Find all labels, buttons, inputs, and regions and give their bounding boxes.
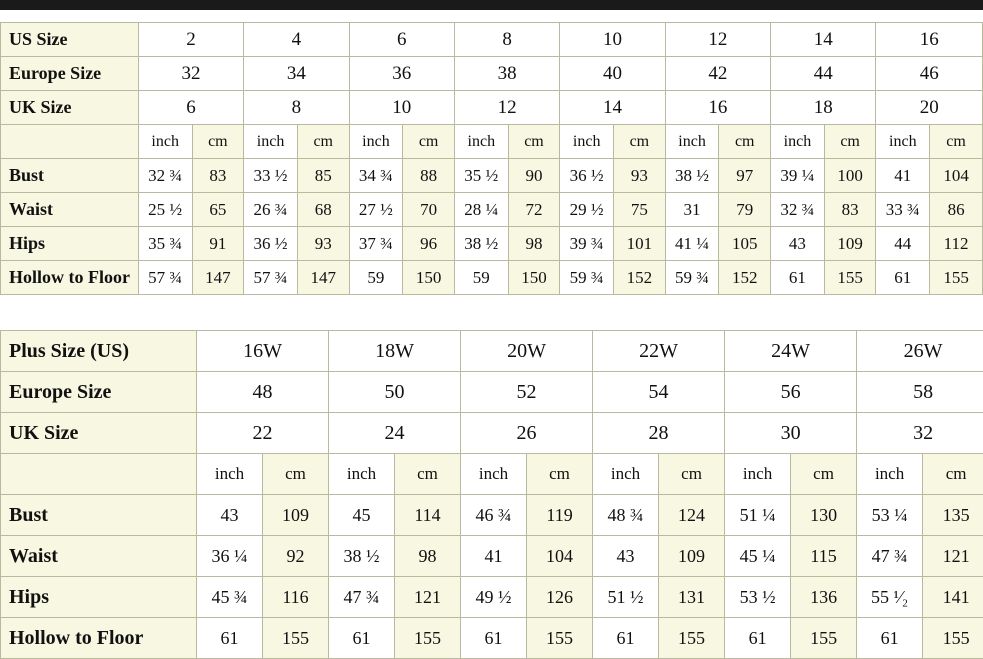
- plus-size-cell: 26W: [857, 331, 983, 372]
- measure-cell: 121: [395, 577, 461, 618]
- measure-cell: 41: [461, 536, 527, 577]
- measure-cell: 59 ¾: [665, 261, 719, 295]
- measure-cell: 130: [791, 495, 857, 536]
- measure-cell: 104: [930, 159, 983, 193]
- row-label-waist: Waist: [1, 536, 197, 577]
- uk-size-cell: 20: [876, 91, 983, 125]
- measure-cell: 105: [719, 227, 771, 261]
- europe-size-cell: 38: [454, 57, 559, 91]
- measure-cell: 28 ¼: [454, 193, 508, 227]
- unit-header-cm: cm: [824, 125, 876, 159]
- measure-cell: 155: [930, 261, 983, 295]
- uk-size-cell: 22: [197, 413, 329, 454]
- table-row-europe-size: [1, 57, 983, 91]
- unit-header-cm: cm: [719, 125, 771, 159]
- measure-cell: 29 ½: [560, 193, 614, 227]
- unit-header-cm: cm: [192, 125, 244, 159]
- us-size-cell: 16: [876, 23, 983, 57]
- uk-size-cell: 30: [725, 413, 857, 454]
- measure-cell: 26 ¾: [244, 193, 298, 227]
- table-row-units: [1, 125, 983, 159]
- table-row: [1, 227, 983, 261]
- unit-header-inch: inch: [244, 125, 298, 159]
- unit-header-cm: cm: [297, 125, 349, 159]
- measure-cell: 51 ¼: [725, 495, 791, 536]
- table-row-units: [1, 454, 983, 495]
- uk-size-cell: 12: [454, 91, 559, 125]
- measure-cell: 39 ¼: [771, 159, 825, 193]
- measure-cell: 116: [263, 577, 329, 618]
- unit-header-inch: inch: [454, 125, 508, 159]
- us-size-cell: 6: [349, 23, 454, 57]
- measure-cell: 85: [297, 159, 349, 193]
- measure-cell: 31: [665, 193, 719, 227]
- measure-cell: 43: [593, 536, 659, 577]
- table-row-us-size: [1, 23, 983, 57]
- measure-cell: 41 ¼: [665, 227, 719, 261]
- measure-cell: 33 ¾: [876, 193, 930, 227]
- measure-cell: 46 ¾: [461, 495, 527, 536]
- measure-cell: 59: [349, 261, 403, 295]
- measure-cell: 47 ¾: [857, 536, 923, 577]
- uk-size-cell: 16: [665, 91, 770, 125]
- measure-cell: 152: [719, 261, 771, 295]
- measure-cell: 39 ¾: [560, 227, 614, 261]
- measure-cell: 61: [593, 618, 659, 659]
- europe-size-cell: 52: [461, 372, 593, 413]
- measure-cell: 75: [614, 193, 666, 227]
- measure-cell: 97: [719, 159, 771, 193]
- measure-cell: 88: [403, 159, 455, 193]
- measure-cell: 53 ¼: [857, 495, 923, 536]
- measure-cell: 36 ¼: [197, 536, 263, 577]
- measure-cell: 45 ¾: [197, 577, 263, 618]
- unit-header-cm: cm: [263, 454, 329, 495]
- unit-header-inch: inch: [725, 454, 791, 495]
- measure-cell: 93: [614, 159, 666, 193]
- measure-cell: 131: [659, 577, 725, 618]
- row-label-us-size: US Size: [1, 23, 139, 57]
- measure-cell: 155: [923, 618, 983, 659]
- us-size-cell: 8: [454, 23, 559, 57]
- row-label-waist: Waist: [1, 193, 139, 227]
- us-size-cell: 12: [665, 23, 770, 57]
- uk-size-cell: 24: [329, 413, 461, 454]
- measure-cell: 65: [192, 193, 244, 227]
- measure-cell: 152: [614, 261, 666, 295]
- measure-cell: 45: [329, 495, 395, 536]
- unit-header-cm: cm: [791, 454, 857, 495]
- measure-cell: 59: [454, 261, 508, 295]
- measure-cell: 90: [508, 159, 560, 193]
- unit-header-inch: inch: [329, 454, 395, 495]
- measure-cell: 68: [297, 193, 349, 227]
- measure-cell: 83: [824, 193, 876, 227]
- measure-cell: 32 ¾: [771, 193, 825, 227]
- europe-size-cell: 50: [329, 372, 461, 413]
- table-row: [1, 536, 983, 577]
- europe-size-cell: 54: [593, 372, 725, 413]
- measure-cell: 136: [791, 577, 857, 618]
- measure-cell: 47 ¾: [329, 577, 395, 618]
- unit-header-cm: cm: [659, 454, 725, 495]
- measure-cell: 41: [876, 159, 930, 193]
- europe-size-cell: 44: [771, 57, 876, 91]
- unit-header-cm: cm: [930, 125, 983, 159]
- measure-cell: 70: [403, 193, 455, 227]
- measure-cell: 100: [824, 159, 876, 193]
- plus-size-cell: 20W: [461, 331, 593, 372]
- row-label-hips: Hips: [1, 227, 139, 261]
- measure-cell: 86: [930, 193, 983, 227]
- row-label-uk-size: UK Size: [1, 413, 197, 454]
- us-size-cell: 2: [138, 23, 243, 57]
- measure-cell: 92: [263, 536, 329, 577]
- plus-size-cell: 22W: [593, 331, 725, 372]
- measure-cell: 61: [461, 618, 527, 659]
- measure-cell: 101: [614, 227, 666, 261]
- row-label-bust: Bust: [1, 495, 197, 536]
- europe-size-cell: 42: [665, 57, 770, 91]
- unit-header-cm: cm: [395, 454, 461, 495]
- row-label-uk-size: UK Size: [1, 91, 139, 125]
- measure-cell: 44: [876, 227, 930, 261]
- measure-cell: 38 ½: [454, 227, 508, 261]
- uk-size-cell: 26: [461, 413, 593, 454]
- measure-cell: 98: [508, 227, 560, 261]
- measure-cell: 61: [197, 618, 263, 659]
- measure-cell: 57 ¾: [244, 261, 298, 295]
- unit-header-inch: inch: [560, 125, 614, 159]
- measure-cell: 135: [923, 495, 983, 536]
- europe-size-cell: 32: [138, 57, 243, 91]
- measure-cell: 49 ½: [461, 577, 527, 618]
- measure-cell: 155: [395, 618, 461, 659]
- measure-cell: 36 ½: [244, 227, 298, 261]
- measure-cell: 48 ¾: [593, 495, 659, 536]
- measure-cell: 72: [508, 193, 560, 227]
- measure-cell: 150: [403, 261, 455, 295]
- standard-size-table: [0, 22, 983, 295]
- unit-header-inch: inch: [665, 125, 719, 159]
- unit-header-cm: cm: [527, 454, 593, 495]
- measure-cell: 155: [659, 618, 725, 659]
- unit-header-cm: cm: [614, 125, 666, 159]
- uk-size-cell: 14: [560, 91, 665, 125]
- measure-cell: 96: [403, 227, 455, 261]
- unit-header-cm: cm: [508, 125, 560, 159]
- row-label-bust: Bust: [1, 159, 139, 193]
- uk-size-cell: 8: [244, 91, 349, 125]
- measure-cell: 25 ½: [138, 193, 192, 227]
- top-black-bar: [0, 0, 983, 10]
- measure-cell: 109: [263, 495, 329, 536]
- table-row-europe-size: [1, 372, 983, 413]
- measure-cell: 141: [923, 577, 983, 618]
- europe-size-cell: 40: [560, 57, 665, 91]
- measure-cell: 51 ½: [593, 577, 659, 618]
- us-size-cell: 10: [560, 23, 665, 57]
- measure-cell: 32 ¾: [138, 159, 192, 193]
- unit-header-inch: inch: [771, 125, 825, 159]
- plus-size-cell: 24W: [725, 331, 857, 372]
- unit-header-inch: inch: [876, 125, 930, 159]
- measure-cell: 34 ¾: [349, 159, 403, 193]
- plus-size-cell: 18W: [329, 331, 461, 372]
- plus-size-cell: 16W: [197, 331, 329, 372]
- us-size-cell: 14: [771, 23, 876, 57]
- measure-cell: 61: [857, 618, 923, 659]
- table-row-uk-size: [1, 413, 983, 454]
- units-row-empty-label: [1, 454, 197, 495]
- row-label-hips: Hips: [1, 577, 197, 618]
- measure-cell: 45 ¼: [725, 536, 791, 577]
- measure-cell: 155: [791, 618, 857, 659]
- measure-cell: 35 ½: [454, 159, 508, 193]
- unit-header-inch: inch: [138, 125, 192, 159]
- unit-header-inch: inch: [461, 454, 527, 495]
- table-row: [1, 159, 983, 193]
- europe-size-cell: 36: [349, 57, 454, 91]
- measure-cell: 36 ½: [560, 159, 614, 193]
- measure-cell: 121: [923, 536, 983, 577]
- uk-size-cell: 28: [593, 413, 725, 454]
- measure-cell: 147: [297, 261, 349, 295]
- measure-cell: 119: [527, 495, 593, 536]
- measure-cell: 155: [527, 618, 593, 659]
- measure-cell: 147: [192, 261, 244, 295]
- row-label-europe-size: Europe Size: [1, 57, 139, 91]
- measure-cell: 43: [197, 495, 263, 536]
- plus-size-table: [0, 330, 983, 659]
- uk-size-cell: 6: [138, 91, 243, 125]
- measure-cell: 91: [192, 227, 244, 261]
- measure-cell: 93: [297, 227, 349, 261]
- uk-size-cell: 32: [857, 413, 983, 454]
- table-row: [1, 577, 983, 618]
- measure-cell: 57 ¾: [138, 261, 192, 295]
- measure-cell: 61: [329, 618, 395, 659]
- europe-size-cell: 46: [876, 57, 983, 91]
- row-label-plus-size: Plus Size (US): [1, 331, 197, 372]
- measure-cell: 124: [659, 495, 725, 536]
- measure-cell: 61: [725, 618, 791, 659]
- measure-cell: 109: [824, 227, 876, 261]
- unit-header-inch: inch: [197, 454, 263, 495]
- uk-size-cell: 10: [349, 91, 454, 125]
- measure-cell: 155: [263, 618, 329, 659]
- measure-cell: 61: [771, 261, 825, 295]
- uk-size-cell: 18: [771, 91, 876, 125]
- unit-header-cm: cm: [403, 125, 455, 159]
- table-row-uk-size: [1, 91, 983, 125]
- measure-cell: 38 ½: [665, 159, 719, 193]
- unit-header-inch: inch: [349, 125, 403, 159]
- row-label-hollow-to-floor: Hollow to Floor: [1, 618, 197, 659]
- row-label-europe-size: Europe Size: [1, 372, 197, 413]
- measure-cell: 114: [395, 495, 461, 536]
- measure-cell: 79: [719, 193, 771, 227]
- measure-cell: 155: [824, 261, 876, 295]
- units-row-empty-label: [1, 125, 139, 159]
- europe-size-cell: 34: [244, 57, 349, 91]
- measure-cell: 109: [659, 536, 725, 577]
- measure-cell: 38 ½: [329, 536, 395, 577]
- unit-header-inch: inch: [593, 454, 659, 495]
- measure-cell: 112: [930, 227, 983, 261]
- measure-cell: 83: [192, 159, 244, 193]
- measure-cell: 126: [527, 577, 593, 618]
- measure-cell: 115: [791, 536, 857, 577]
- table-row: [1, 193, 983, 227]
- measure-cell: 98: [395, 536, 461, 577]
- table-row: [1, 495, 983, 536]
- measure-cell: 104: [527, 536, 593, 577]
- us-size-cell: 4: [244, 23, 349, 57]
- europe-size-cell: 58: [857, 372, 983, 413]
- measure-cell: 27 ½: [349, 193, 403, 227]
- measure-cell: 43: [771, 227, 825, 261]
- unit-header-inch: inch: [857, 454, 923, 495]
- measure-cell: 59 ¾: [560, 261, 614, 295]
- table-row: [1, 618, 983, 659]
- measure-cell: 35 ¾: [138, 227, 192, 261]
- europe-size-cell: 48: [197, 372, 329, 413]
- measure-cell: 33 ½: [244, 159, 298, 193]
- measure-cell: 150: [508, 261, 560, 295]
- table-row-plus-size: [1, 331, 983, 372]
- measure-cell: 53 ½: [725, 577, 791, 618]
- measure-cell: 61: [876, 261, 930, 295]
- row-label-hollow-to-floor: Hollow to Floor: [1, 261, 139, 295]
- table-row: [1, 261, 983, 295]
- unit-header-cm: cm: [923, 454, 983, 495]
- europe-size-cell: 56: [725, 372, 857, 413]
- measure-cell: 55 ¹⁄₂: [857, 577, 923, 618]
- measure-cell: 37 ¾: [349, 227, 403, 261]
